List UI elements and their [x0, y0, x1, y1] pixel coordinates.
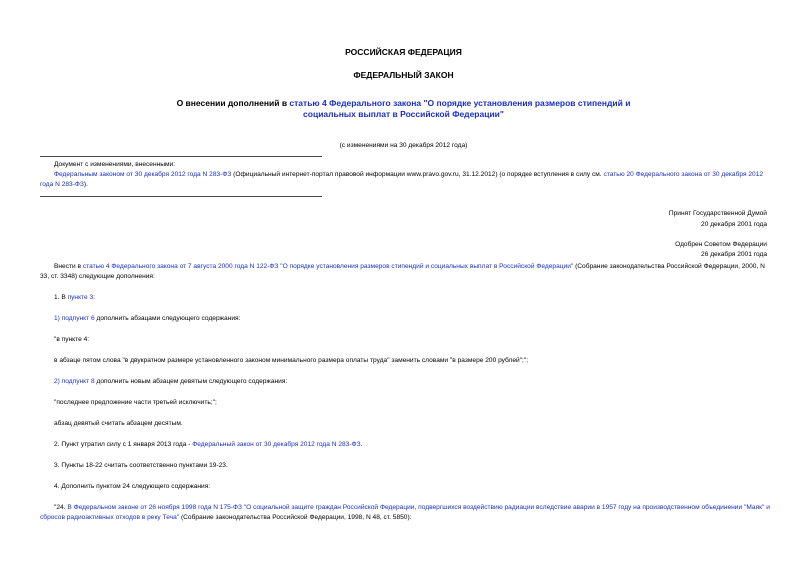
item-2-repealed — [54, 440, 362, 450]
subitem-2-suffix: дополнить новым абзацем девятым следующего содержания: — [94, 378, 288, 385]
changes-note: (с изменениями на 30 декабря 2012 года) — [339, 142, 468, 149]
item-24-suffix: (Собрание законодательства Российской Федерации, 1998, N 48, ст. 5850): — [179, 514, 412, 521]
divider-top — [40, 156, 322, 157]
item-3: 3. Пункты 18-22 считать соответственно пунктами 19-23. — [54, 462, 228, 469]
subitem-2 — [54, 377, 287, 387]
subitem-1-num[interactable]: 1) — [54, 315, 62, 322]
country-heading: РОССИЙСКАЯ ФЕДЕРАЦИЯ — [345, 47, 462, 57]
item-4: 4. Дополнить пунктом 24 следующего содержания: — [54, 483, 211, 490]
subitem-2-num[interactable]: 2) — [54, 378, 62, 385]
item-2-link[interactable]: Федеральный закон от 30 декабря 2012 года N 283-ФЗ — [192, 441, 361, 448]
intro-prefix: Внести в — [54, 263, 83, 270]
approved-council-date: 26 декабря 2001 года — [701, 251, 767, 258]
law-title-prefix: О внесении дополнений в — [176, 98, 290, 108]
subitem-2-link[interactable]: подпункт 8 — [61, 378, 95, 385]
subitem-1-link[interactable]: подпункт 6 — [61, 315, 95, 322]
item-24-paragraph — [40, 503, 770, 523]
paragraph-five-change: в абзаце пятом слова "в двукратном размере установленного законом минимального размера оплаты труда" заменить словами "в размере 200 рублей";"; — [54, 357, 529, 364]
amendment-link-2[interactable]: статью 20 Федерального закона от 30 декабря 2012 года N 283-ФЗ — [40, 171, 764, 188]
amendment-link-1[interactable]: Федеральным законом от 30 декабря 2012 года N 283-ФЗ — [54, 171, 232, 178]
quote-point-4: "в пункте 4: — [54, 336, 90, 343]
adopted-duma: Принят Государственной Думой — [668, 210, 767, 217]
item-2-prefix: 2. Пункт утратил силу с 1 января 2013 года - — [54, 441, 193, 448]
intro-paragraph — [40, 262, 770, 282]
amendments-heading: Документ с изменениями, внесенными: — [54, 161, 176, 168]
subitem-1-suffix: дополнить абзацами следующего содержания: — [94, 315, 241, 322]
item-1-link[interactable]: пункте 3 — [67, 294, 94, 301]
item-24-link[interactable]: В Федеральном законе от 26 ноября 1998 года N 175-ФЗ "О социальной защите граждан Российской Федерации, подвергшихся воздействию радиации вследствие аварии в 1957 году на производственном объединении "Маяк" и сбросов радиоактивных отходов в реку Теча" — [40, 504, 770, 521]
law-title — [150, 98, 657, 120]
paragraph-nine-renumber: абзац девятый считать абзацем десятым. — [54, 420, 183, 427]
law-title-link[interactable]: статью 4 Федерального закона "О порядке установления размеров стипендий и социальных выплат в Российской Федерации" — [289, 98, 631, 119]
subitem-1 — [54, 314, 240, 324]
amendment-text-2: ). — [83, 181, 88, 188]
amendments-text — [40, 170, 770, 190]
approved-council: Одобрен Советом Федерации — [675, 241, 767, 248]
intro-suffix: (Собрание законодательства Российской Федерации, 2000, N 33, ст. 3348) следующие дополнения: — [40, 263, 765, 280]
divider-bottom — [40, 196, 322, 197]
adopted-duma-date: 20 декабря 2001 года — [701, 221, 767, 228]
item-1-suffix: : — [93, 294, 95, 301]
item-24-prefix: "24. — [54, 504, 68, 511]
last-sentence-remove: "последнее предложение части третьей исключить;"; — [54, 399, 217, 406]
amendment-text-1: (Официальный интернет-портал правовой информации www.pravo.gov.ru, 31.12.2012) (о порядке вступления в силу см. — [231, 171, 604, 178]
item-1-prefix: 1. В — [54, 294, 68, 301]
item-2-suffix: . — [360, 441, 363, 448]
intro-link[interactable]: статью 4 Федерального закона от 7 августа 2000 года N 122-ФЗ "О порядке установления размеров стипендий и социальных выплат в Российской Федерации" — [82, 263, 574, 270]
item-1 — [54, 293, 95, 303]
law-type-heading: ФЕДЕРАЛЬНЫЙ ЗАКОН — [353, 70, 454, 80]
